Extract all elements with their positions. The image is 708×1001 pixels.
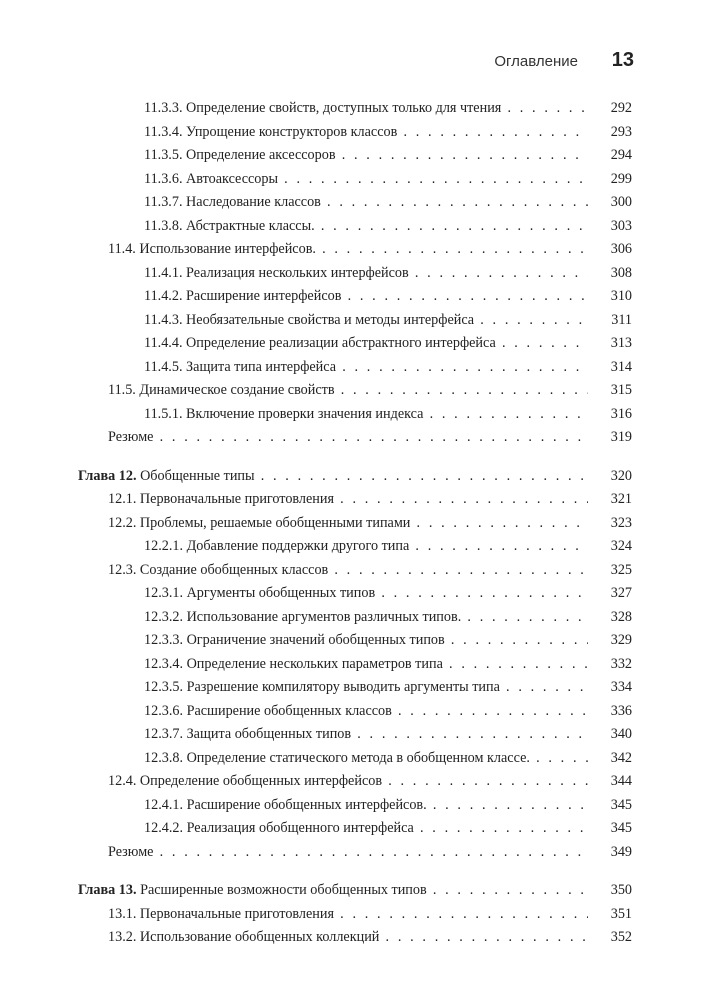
toc-title: Расширение обобщенных интерфейсов. — [186, 796, 427, 813]
toc-page-number: 300 — [588, 191, 632, 215]
toc-number: 12.3.6. — [144, 702, 184, 719]
toc-entry — [78, 465, 628, 489]
toc-page-number: 313 — [588, 332, 632, 356]
toc-title: Реализация нескольких интерфейсов — [186, 264, 409, 281]
toc-number: 12.2.1. — [144, 538, 184, 554]
toc-title: Защита типа интерфейса — [186, 358, 337, 375]
toc-row[interactable] — [0, 332, 708, 356]
toc-page-number: 336 — [588, 700, 632, 724]
toc-number: 12.3.5. — [144, 679, 184, 695]
toc-entry — [144, 582, 628, 606]
toc-row[interactable] — [0, 903, 708, 927]
toc-title: Динамическое создание свойств — [139, 382, 335, 398]
toc-row[interactable] — [0, 582, 708, 606]
table-of-contents — [0, 97, 708, 950]
toc-entry — [144, 606, 628, 630]
toc-row[interactable] — [0, 700, 708, 724]
toc-page-number: 320 — [588, 465, 632, 489]
toc-title: Резюме — [108, 429, 154, 445]
toc-number: 11.4. — [108, 241, 136, 257]
toc-entry — [108, 926, 628, 950]
toc-number: 13.2. — [108, 929, 137, 945]
toc-row[interactable] — [0, 747, 708, 771]
toc-title: Автоаксессоры — [186, 170, 279, 187]
toc-entry — [108, 559, 628, 583]
toc-row[interactable] — [0, 285, 708, 309]
toc-page-number: 314 — [588, 356, 632, 380]
toc-number: 11.4.1. — [144, 264, 183, 281]
toc-number: 12.4.2. — [144, 820, 184, 836]
toc-entry — [144, 309, 628, 333]
toc-page-number: 334 — [588, 676, 632, 700]
toc-entry — [144, 144, 628, 168]
toc-title: Защита обобщенных типов — [186, 726, 352, 742]
toc-row[interactable] — [0, 403, 708, 427]
toc-number: 11.3.6. — [144, 170, 183, 187]
toc-chapter-row[interactable] — [0, 879, 708, 903]
toc-row[interactable] — [0, 512, 708, 536]
toc-entry — [108, 379, 628, 403]
header-title: Оглавление — [494, 53, 578, 70]
toc-entry — [144, 535, 628, 559]
toc-title: Первоначальные приготовления — [139, 491, 335, 507]
header-page-number: 13 — [611, 49, 634, 71]
toc-row[interactable] — [0, 144, 708, 168]
toc-row[interactable] — [0, 653, 708, 677]
toc-page-number: 344 — [588, 770, 632, 794]
toc-page-number: 324 — [588, 535, 632, 559]
toc-page-number: 319 — [588, 426, 632, 450]
toc-number: 11.5.1. — [144, 405, 183, 422]
toc-title: Обобщенные типы — [140, 467, 255, 484]
toc-row[interactable] — [0, 606, 708, 630]
toc-title: Определение статического метода в обобщенном классе. — [186, 749, 530, 766]
toc-number: 11.5. — [108, 382, 136, 398]
toc-row[interactable] — [0, 926, 708, 950]
toc-chapter-row[interactable] — [0, 465, 708, 489]
toc-page-number: 351 — [588, 903, 632, 927]
toc-page-number: 349 — [588, 841, 632, 865]
toc-entry — [144, 215, 628, 239]
toc-title: Ограничение значений обобщенных типов — [186, 632, 445, 648]
toc-row[interactable] — [0, 488, 708, 512]
toc-number: 13.1. — [108, 905, 137, 922]
toc-number: 11.3.4. — [144, 123, 183, 140]
toc-entry — [144, 747, 628, 771]
toc-title: Абстрактные классы. — [186, 217, 315, 234]
toc-page-number: 292 — [588, 97, 632, 121]
chapter-gap — [0, 450, 708, 465]
toc-page-number: 345 — [588, 794, 632, 818]
toc-page-number: 332 — [588, 653, 632, 677]
toc-row[interactable] — [0, 379, 708, 403]
toc-entry — [108, 488, 628, 512]
toc-page-number: 293 — [588, 121, 632, 145]
toc-page-number: 294 — [588, 144, 632, 168]
toc-number: 11.3.8. — [144, 217, 183, 234]
toc-title: Расширение обобщенных классов — [186, 702, 392, 719]
toc-number: 11.4.3. — [144, 311, 183, 328]
toc-title: Расширение интерфейсов — [186, 288, 342, 304]
toc-number: 12.3.8. — [144, 749, 184, 766]
toc-title: Определение свойств, доступных только для чтения — [186, 100, 502, 116]
toc-page-number: 316 — [588, 403, 632, 427]
toc-row[interactable] — [0, 629, 708, 653]
toc-number: 12.3.7. — [144, 726, 184, 742]
toc-page-number: 299 — [588, 168, 632, 192]
toc-number: 11.4.5. — [144, 358, 183, 375]
toc-entry — [144, 332, 628, 356]
toc-row[interactable] — [0, 121, 708, 145]
toc-entry — [144, 676, 628, 700]
toc-page-number: 340 — [588, 723, 632, 747]
toc-entry — [144, 403, 628, 427]
toc-entry — [144, 794, 628, 818]
toc-entry — [144, 356, 628, 380]
chapter-gap — [0, 864, 708, 879]
toc-row[interactable] — [0, 262, 708, 286]
toc-entry — [144, 817, 628, 841]
toc-row[interactable] — [0, 309, 708, 333]
toc-entry — [108, 512, 628, 536]
toc-title: Определение нескольких параметров типа — [186, 655, 443, 672]
toc-number: 12.3.1. — [144, 585, 184, 601]
toc-page-number: 310 — [588, 285, 632, 309]
toc-title: Резюме — [108, 843, 154, 860]
toc-row[interactable] — [0, 559, 708, 583]
toc-page-number: 315 — [588, 379, 632, 403]
toc-entry — [144, 168, 628, 192]
toc-entry — [108, 238, 628, 262]
toc-number: 12.3. — [108, 561, 137, 578]
toc-number: 12.4.1. — [144, 796, 184, 813]
toc-number: 12.3.4. — [144, 655, 184, 672]
toc-entry — [108, 903, 628, 927]
toc-page-number: 321 — [588, 488, 632, 512]
toc-title: Аргументы обобщенных типов — [186, 585, 376, 601]
toc-row[interactable] — [0, 676, 708, 700]
toc-page-number: 350 — [588, 879, 632, 903]
toc-number: 11.4.2. — [144, 288, 183, 304]
toc-row[interactable] — [0, 215, 708, 239]
toc-title: Создание обобщенных классов — [139, 561, 329, 578]
toc-title: Упрощение конструкторов классов — [186, 123, 398, 140]
toc-number: Глава 13. — [78, 882, 137, 898]
toc-page-number: 303 — [588, 215, 632, 239]
toc-number: 11.3.3. — [144, 100, 183, 116]
toc-row[interactable] — [0, 97, 708, 121]
toc-page-number: 325 — [588, 559, 632, 583]
toc-title: Первоначальные приготовления — [139, 905, 335, 922]
toc-number: 12.3.2. — [144, 608, 184, 625]
toc-number: 12.4. — [108, 773, 137, 789]
toc-entry — [144, 285, 628, 309]
toc-entry — [144, 191, 628, 215]
toc-title: Включение проверки значения индекса — [186, 405, 424, 422]
toc-row[interactable] — [0, 535, 708, 559]
toc-page-number: 308 — [588, 262, 632, 286]
toc-row[interactable] — [0, 770, 708, 794]
toc-page-number: 329 — [588, 629, 632, 653]
toc-page-number: 342 — [588, 747, 632, 771]
toc-title: Использование аргументов различных типов. — [186, 608, 462, 625]
toc-number: Глава 12. — [78, 467, 137, 484]
toc-page-number: 311 — [588, 309, 632, 333]
toc-row[interactable] — [0, 191, 708, 215]
toc-title: Реализация обобщенного интерфейса — [186, 820, 414, 836]
toc-entry — [108, 841, 628, 865]
toc-number: 11.4.4. — [144, 335, 183, 351]
toc-entry — [144, 262, 628, 286]
toc-title: Определение обобщенных интерфейсов — [139, 773, 383, 789]
toc-entry — [144, 121, 628, 145]
toc-title: Использование интерфейсов. — [139, 241, 316, 257]
toc-title: Добавление поддержки другого типа — [186, 538, 410, 554]
toc-row[interactable] — [0, 238, 708, 262]
toc-row[interactable] — [0, 794, 708, 818]
toc-title: Необязательные свойства и методы интерфейса — [186, 311, 475, 328]
toc-row[interactable] — [0, 817, 708, 841]
toc-entry — [144, 700, 628, 724]
toc-number: 11.3.5. — [144, 147, 183, 163]
toc-entry — [78, 879, 628, 903]
toc-entry — [108, 770, 628, 794]
toc-row[interactable] — [0, 841, 708, 865]
toc-title: Наследование классов — [186, 194, 321, 210]
toc-title: Расширенные возможности обобщенных типов — [140, 882, 427, 898]
toc-entry — [144, 97, 628, 121]
toc-entry — [108, 426, 628, 450]
toc-row[interactable] — [0, 356, 708, 380]
toc-entry — [144, 723, 628, 747]
toc-page-number: 328 — [588, 606, 632, 630]
toc-entry — [144, 629, 628, 653]
toc-page-number: 323 — [588, 512, 632, 536]
toc-page-number: 352 — [588, 926, 632, 950]
toc-title: Разрешение компилятору выводить аргументы типа — [186, 679, 500, 695]
toc-number: 11.3.7. — [144, 194, 183, 210]
toc-title: Использование обобщенных коллекций — [139, 929, 380, 945]
toc-row[interactable] — [0, 168, 708, 192]
toc-title: Определение реализации абстрактного интерфейса — [186, 335, 496, 351]
toc-title: Определение аксессоров — [186, 147, 336, 163]
toc-page-number: 345 — [588, 817, 632, 841]
toc-page-number: 327 — [588, 582, 632, 606]
toc-row[interactable] — [0, 426, 708, 450]
page-header — [0, 49, 634, 73]
toc-number: 12.1. — [108, 491, 137, 507]
toc-title: Проблемы, решаемые обобщенными типами — [139, 514, 411, 531]
toc-number: 12.2. — [108, 514, 137, 531]
toc-page-number: 306 — [588, 238, 632, 262]
toc-row[interactable] — [0, 723, 708, 747]
toc-number: 12.3.3. — [144, 632, 184, 648]
toc-entry — [144, 653, 628, 677]
